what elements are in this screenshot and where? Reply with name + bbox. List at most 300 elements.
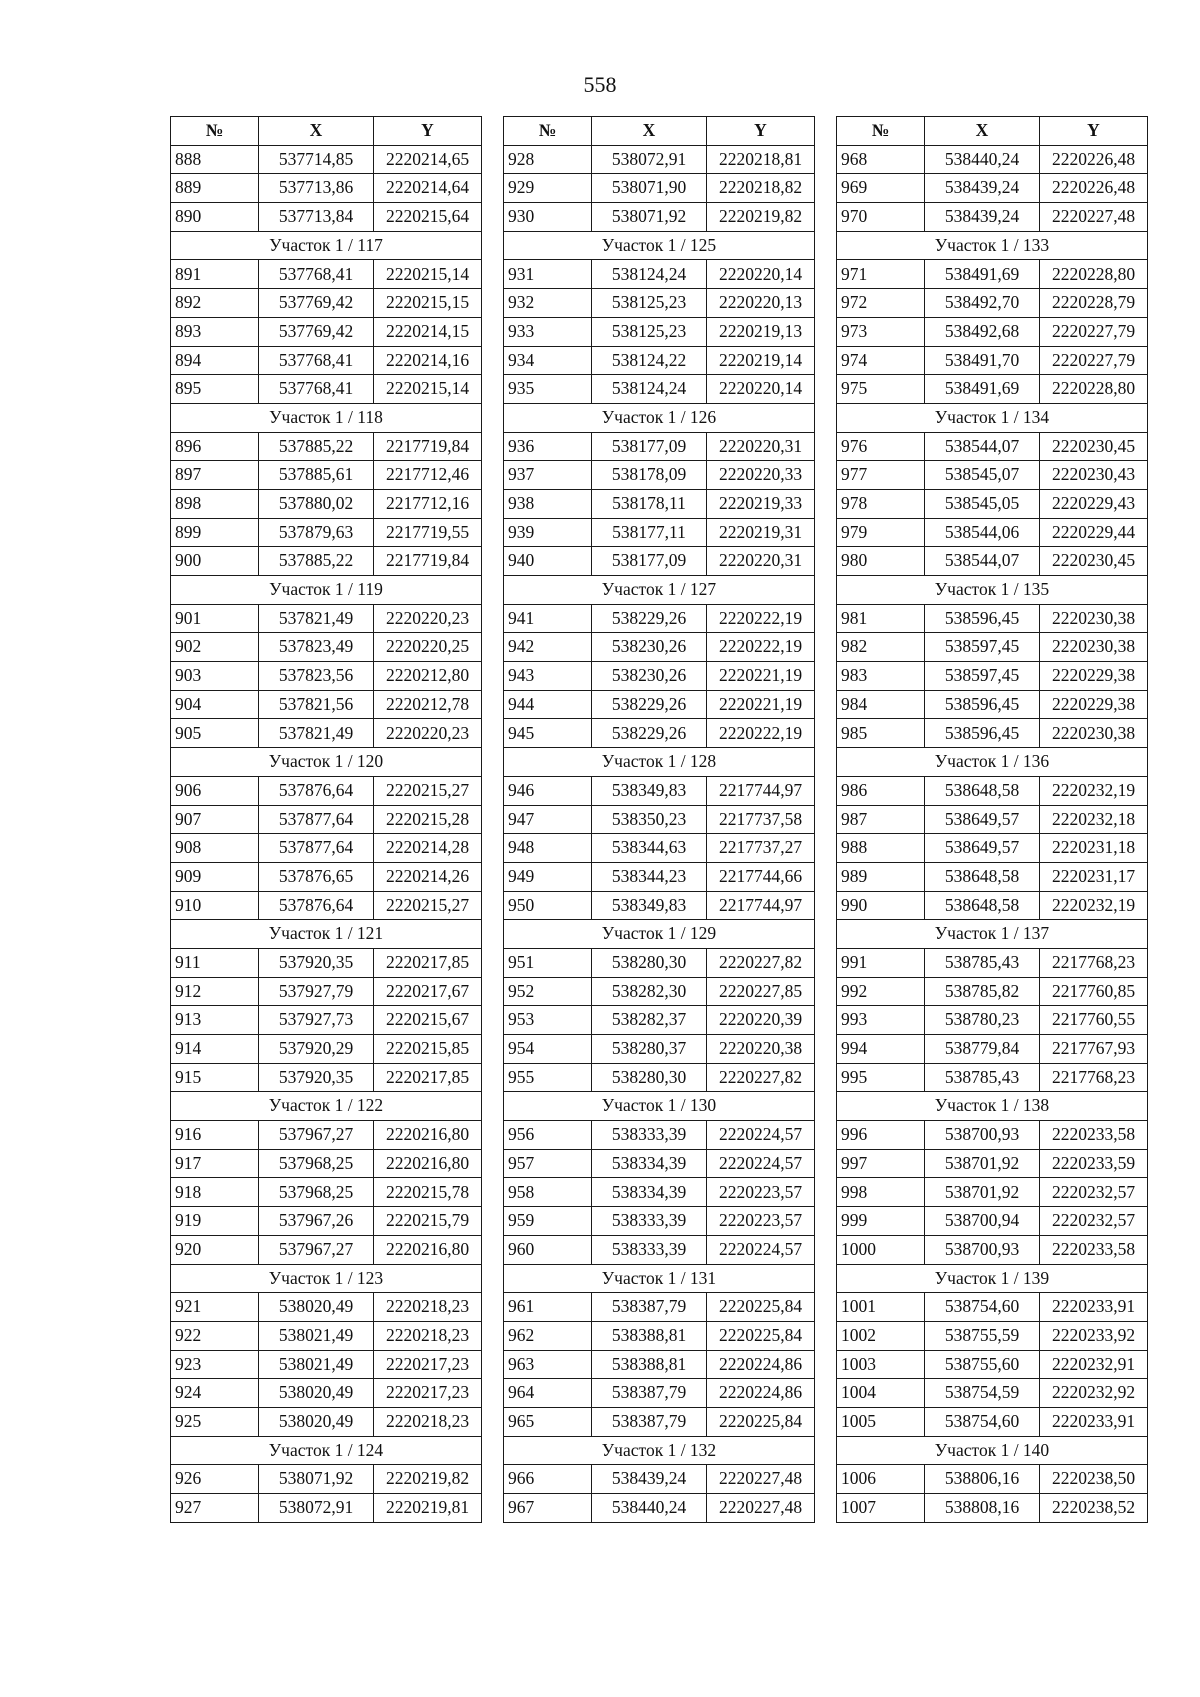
table-row [837,375,1148,404]
y-coordinate-cell: 2220219,82 [707,203,815,232]
point-number-cell: 888 [171,145,259,174]
point-number-cell: 943 [504,662,592,691]
x-coordinate-cell: 538334,39 [592,1178,707,1207]
table-row [171,1321,482,1350]
y-coordinate-cell: 2220217,67 [374,977,482,1006]
table-row [837,203,1148,232]
point-number-cell: 957 [504,1149,592,1178]
y-coordinate-cell: 2220215,64 [374,203,482,232]
table-header [504,117,815,146]
table-row [504,776,815,805]
section-row [504,748,815,777]
x-coordinate-cell: 538071,92 [592,203,707,232]
y-coordinate-cell: 2220219,13 [707,317,815,346]
y-coordinate-cell: 2220231,18 [1040,834,1148,863]
x-coordinate-cell: 537876,64 [259,776,374,805]
table-body [171,145,482,1522]
point-number-cell: 975 [837,375,925,404]
y-coordinate-cell: 2220230,38 [1040,604,1148,633]
point-number-cell: 921 [171,1293,259,1322]
point-number-cell: 961 [504,1293,592,1322]
section-label: Участок 1 / 131 [504,1264,815,1293]
x-coordinate-cell: 538649,57 [925,834,1040,863]
y-coordinate-cell: 2220227,79 [1040,317,1148,346]
x-coordinate-cell: 538282,30 [592,977,707,1006]
table-row [837,1149,1148,1178]
table-row [837,346,1148,375]
x-coordinate-cell: 538544,06 [925,518,1040,547]
x-coordinate-cell: 538387,79 [592,1379,707,1408]
x-coordinate-cell: 538785,82 [925,977,1040,1006]
table-row [837,1063,1148,1092]
point-number-cell: 988 [837,834,925,863]
table-row [837,805,1148,834]
x-coordinate-cell: 537821,56 [259,690,374,719]
x-coordinate-cell: 537821,49 [259,604,374,633]
table-row [171,375,482,404]
table-row [504,977,815,1006]
point-number-cell: 928 [504,145,592,174]
y-coordinate-cell: 2220217,23 [374,1379,482,1408]
point-number-cell: 946 [504,776,592,805]
x-coordinate-cell: 538440,24 [592,1494,707,1523]
table-row [837,1407,1148,1436]
table-row [171,518,482,547]
table-row [504,317,815,346]
x-coordinate-cell: 538779,84 [925,1035,1040,1064]
point-number-cell: 981 [837,604,925,633]
table-row [171,1006,482,1035]
table-row [504,633,815,662]
point-number-cell: 904 [171,690,259,719]
section-label: Участок 1 / 130 [504,1092,815,1121]
x-coordinate-cell: 538700,93 [925,1235,1040,1264]
point-number-cell: 991 [837,948,925,977]
table-row [171,260,482,289]
point-number-cell: 954 [504,1035,592,1064]
point-number-cell: 923 [171,1350,259,1379]
table-row [171,289,482,318]
table-row [504,375,815,404]
section-row [837,1436,1148,1465]
table-row [504,1207,815,1236]
point-number-cell: 992 [837,977,925,1006]
y-coordinate-cell: 2220232,57 [1040,1207,1148,1236]
x-coordinate-cell: 537713,86 [259,174,374,203]
y-coordinate-cell: 2220230,38 [1040,719,1148,748]
table-row [504,1035,815,1064]
point-number-cell: 918 [171,1178,259,1207]
x-coordinate-cell: 538596,45 [925,604,1040,633]
y-coordinate-cell: 2220226,48 [1040,145,1148,174]
table-row [504,1407,815,1436]
point-number-cell: 1003 [837,1350,925,1379]
table-row [171,174,482,203]
y-coordinate-cell: 2220229,44 [1040,518,1148,547]
section-row [504,576,815,605]
y-coordinate-cell: 2220232,91 [1040,1350,1148,1379]
x-coordinate-cell: 538124,22 [592,346,707,375]
y-coordinate-cell: 2220224,57 [707,1149,815,1178]
x-coordinate-cell: 538492,68 [925,317,1040,346]
point-number-cell: 934 [504,346,592,375]
y-coordinate-cell: 2220220,23 [374,604,482,633]
y-coordinate-cell: 2217744,66 [707,862,815,891]
y-coordinate-cell: 2217719,84 [374,547,482,576]
point-number-cell: 971 [837,260,925,289]
point-number-cell: 912 [171,977,259,1006]
y-coordinate-cell: 2217744,97 [707,891,815,920]
point-number-cell: 907 [171,805,259,834]
point-number-cell: 993 [837,1006,925,1035]
y-coordinate-cell: 2220225,84 [707,1293,815,1322]
table-row [504,1235,815,1264]
point-number-cell: 948 [504,834,592,863]
x-coordinate-cell: 538700,93 [925,1121,1040,1150]
x-coordinate-cell: 538387,79 [592,1293,707,1322]
x-coordinate-cell: 537821,49 [259,719,374,748]
section-row [837,1264,1148,1293]
y-coordinate-cell: 2220223,57 [707,1178,815,1207]
table-row [171,662,482,691]
point-number-cell: 1004 [837,1379,925,1408]
table-row [504,805,815,834]
y-coordinate-cell: 2220230,43 [1040,461,1148,490]
table-row [171,1407,482,1436]
point-number-cell: 909 [171,862,259,891]
y-coordinate-cell: 2220232,19 [1040,776,1148,805]
table-row [504,145,815,174]
table-row [504,1293,815,1322]
table-row [837,1178,1148,1207]
point-number-cell: 893 [171,317,259,346]
table-row [504,518,815,547]
point-number-cell: 997 [837,1149,925,1178]
x-coordinate-cell: 538020,49 [259,1379,374,1408]
y-coordinate-cell: 2220215,27 [374,891,482,920]
y-coordinate-cell: 2220232,57 [1040,1178,1148,1207]
table-row [171,317,482,346]
point-number-cell: 942 [504,633,592,662]
table-row [837,633,1148,662]
x-coordinate-cell: 538349,83 [592,776,707,805]
x-coordinate-cell: 538780,23 [925,1006,1040,1035]
point-number-cell: 994 [837,1035,925,1064]
table-row [837,891,1148,920]
section-label: Участок 1 / 126 [504,403,815,432]
section-row [837,403,1148,432]
section-label: Участок 1 / 132 [504,1436,815,1465]
y-coordinate-cell: 2220233,91 [1040,1293,1148,1322]
y-coordinate-cell: 2217768,23 [1040,948,1148,977]
section-row [171,748,482,777]
x-coordinate-cell: 538349,83 [592,891,707,920]
table-row [171,432,482,461]
y-coordinate-cell: 2220218,81 [707,145,815,174]
point-number-cell: 938 [504,489,592,518]
y-coordinate-cell: 2217712,16 [374,489,482,518]
table-row [504,547,815,576]
section-label: Участок 1 / 136 [837,748,1148,777]
y-coordinate-cell: 2217719,55 [374,518,482,547]
table-row [171,489,482,518]
x-coordinate-cell: 538545,05 [925,489,1040,518]
point-number-cell: 947 [504,805,592,834]
table-row [171,1149,482,1178]
section-label: Участок 1 / 122 [171,1092,482,1121]
table-row [171,547,482,576]
y-coordinate-cell: 2217737,27 [707,834,815,863]
point-number-cell: 979 [837,518,925,547]
table-row [504,1178,815,1207]
table-row [171,977,482,1006]
section-label: Участок 1 / 121 [171,920,482,949]
point-number-cell: 924 [171,1379,259,1408]
section-label: Участок 1 / 119 [171,576,482,605]
section-row [171,576,482,605]
x-coordinate-cell: 538333,39 [592,1207,707,1236]
table-row [837,174,1148,203]
y-coordinate-cell: 2220214,65 [374,145,482,174]
y-coordinate-cell: 2220227,48 [1040,203,1148,232]
x-coordinate-cell: 538021,49 [259,1350,374,1379]
y-coordinate-cell: 2220214,26 [374,862,482,891]
table-row [504,461,815,490]
y-coordinate-cell: 2220238,50 [1040,1465,1148,1494]
x-coordinate-cell: 538755,60 [925,1350,1040,1379]
point-number-cell: 927 [171,1494,259,1523]
point-number-cell: 951 [504,948,592,977]
point-number-cell: 919 [171,1207,259,1236]
table-row [504,1494,815,1523]
x-coordinate-cell: 537877,64 [259,834,374,863]
point-number-cell: 896 [171,432,259,461]
table-row [171,805,482,834]
section-label: Участок 1 / 120 [171,748,482,777]
section-row [837,576,1148,605]
x-coordinate-cell: 538440,24 [925,145,1040,174]
point-number-cell: 1007 [837,1494,925,1523]
x-coordinate-cell: 538344,63 [592,834,707,863]
x-coordinate-cell: 538785,43 [925,948,1040,977]
x-coordinate-cell: 537768,41 [259,375,374,404]
y-coordinate-cell: 2220215,78 [374,1178,482,1207]
y-coordinate-cell: 2220220,14 [707,375,815,404]
table-row [837,260,1148,289]
point-number-cell: 974 [837,346,925,375]
point-number-cell: 955 [504,1063,592,1092]
point-number-cell: 969 [837,174,925,203]
section-row [171,1092,482,1121]
table-row [837,1235,1148,1264]
section-row [504,1092,815,1121]
y-coordinate-cell: 2220216,80 [374,1121,482,1150]
y-coordinate-cell: 2220227,85 [707,977,815,1006]
x-coordinate-cell: 538544,07 [925,547,1040,576]
table-row [504,489,815,518]
section-label: Участок 1 / 134 [837,403,1148,432]
section-label: Участок 1 / 118 [171,403,482,432]
y-coordinate-cell: 2217768,23 [1040,1063,1148,1092]
table-row [504,1465,815,1494]
x-coordinate-cell: 537968,25 [259,1178,374,1207]
x-coordinate-cell: 538071,92 [259,1465,374,1494]
x-coordinate-cell: 538280,30 [592,948,707,977]
point-number-cell: 989 [837,862,925,891]
point-number-cell: 911 [171,948,259,977]
point-number-cell: 980 [837,547,925,576]
point-number-cell: 945 [504,719,592,748]
y-coordinate-cell: 2220221,19 [707,690,815,719]
y-coordinate-cell: 2217767,93 [1040,1035,1148,1064]
header-num: № [504,117,592,146]
table-row [171,461,482,490]
table-row [171,690,482,719]
y-coordinate-cell: 2220215,79 [374,1207,482,1236]
x-coordinate-cell: 538124,24 [592,260,707,289]
section-row [504,231,815,260]
section-label: Участок 1 / 117 [171,231,482,260]
x-coordinate-cell: 538280,30 [592,1063,707,1092]
point-number-cell: 932 [504,289,592,318]
y-coordinate-cell: 2220232,18 [1040,805,1148,834]
x-coordinate-cell: 538229,26 [592,604,707,633]
point-number-cell: 958 [504,1178,592,1207]
point-number-cell: 933 [504,317,592,346]
x-coordinate-cell: 537768,41 [259,260,374,289]
x-coordinate-cell: 538755,59 [925,1321,1040,1350]
x-coordinate-cell: 538491,70 [925,346,1040,375]
table-header [837,117,1148,146]
x-coordinate-cell: 537967,27 [259,1235,374,1264]
table-row [171,948,482,977]
point-number-cell: 983 [837,662,925,691]
x-coordinate-cell: 538754,60 [925,1293,1040,1322]
x-coordinate-cell: 538596,45 [925,719,1040,748]
table-row [837,1321,1148,1350]
table-row [504,604,815,633]
x-coordinate-cell: 538597,45 [925,633,1040,662]
x-coordinate-cell: 538701,92 [925,1149,1040,1178]
section-row [504,1264,815,1293]
x-coordinate-cell: 538597,45 [925,662,1040,691]
table-row [837,289,1148,318]
x-coordinate-cell: 537877,64 [259,805,374,834]
table-row [504,289,815,318]
point-number-cell: 987 [837,805,925,834]
y-coordinate-cell: 2220220,25 [374,633,482,662]
y-coordinate-cell: 2220233,91 [1040,1407,1148,1436]
y-coordinate-cell: 2220232,92 [1040,1379,1148,1408]
y-coordinate-cell: 2220215,27 [374,776,482,805]
point-number-cell: 908 [171,834,259,863]
point-number-cell: 1005 [837,1407,925,1436]
table-row [837,1121,1148,1150]
x-coordinate-cell: 538350,23 [592,805,707,834]
table-row [504,1149,815,1178]
x-coordinate-cell: 538492,70 [925,289,1040,318]
table-row [504,1379,815,1408]
y-coordinate-cell: 2220217,85 [374,948,482,977]
point-number-cell: 929 [504,174,592,203]
y-coordinate-cell: 2217744,97 [707,776,815,805]
point-number-cell: 892 [171,289,259,318]
y-coordinate-cell: 2220220,38 [707,1035,815,1064]
x-coordinate-cell: 537920,35 [259,948,374,977]
point-number-cell: 956 [504,1121,592,1150]
table-row [171,145,482,174]
point-number-cell: 970 [837,203,925,232]
section-row [837,231,1148,260]
y-coordinate-cell: 2220220,13 [707,289,815,318]
x-coordinate-cell: 537768,41 [259,346,374,375]
y-coordinate-cell: 2217719,84 [374,432,482,461]
y-coordinate-cell: 2220217,23 [374,1350,482,1379]
table-row [837,489,1148,518]
table-row [171,1494,482,1523]
coordinate-table-left [170,116,482,1523]
point-number-cell: 1000 [837,1235,925,1264]
x-coordinate-cell: 538020,49 [259,1407,374,1436]
x-coordinate-cell: 538282,37 [592,1006,707,1035]
point-number-cell: 906 [171,776,259,805]
y-coordinate-cell: 2220218,23 [374,1407,482,1436]
table-row [837,518,1148,547]
table-body [837,145,1148,1522]
x-coordinate-cell: 538230,26 [592,633,707,662]
y-coordinate-cell: 2220227,48 [707,1465,815,1494]
table-row [171,1293,482,1322]
x-coordinate-cell: 538808,16 [925,1494,1040,1523]
table-row [171,1121,482,1150]
y-coordinate-cell: 2220215,67 [374,1006,482,1035]
y-coordinate-cell: 2220219,81 [374,1494,482,1523]
y-coordinate-cell: 2220215,14 [374,260,482,289]
point-number-cell: 952 [504,977,592,1006]
x-coordinate-cell: 537927,79 [259,977,374,1006]
y-coordinate-cell: 2220225,84 [707,1321,815,1350]
point-number-cell: 963 [504,1350,592,1379]
section-label: Участок 1 / 140 [837,1436,1148,1465]
point-number-cell: 941 [504,604,592,633]
x-coordinate-cell: 537885,22 [259,547,374,576]
y-coordinate-cell: 2220218,82 [707,174,815,203]
y-coordinate-cell: 2220214,28 [374,834,482,863]
y-coordinate-cell: 2220233,59 [1040,1149,1148,1178]
table-header [171,117,482,146]
x-coordinate-cell: 537885,22 [259,432,374,461]
point-number-cell: 916 [171,1121,259,1150]
table-row [171,346,482,375]
table-row [504,346,815,375]
section-label: Участок 1 / 123 [171,1264,482,1293]
y-coordinate-cell: 2220214,15 [374,317,482,346]
y-coordinate-cell: 2220229,43 [1040,489,1148,518]
y-coordinate-cell: 2220216,80 [374,1235,482,1264]
point-number-cell: 900 [171,547,259,576]
section-row [504,920,815,949]
x-coordinate-cell: 537876,65 [259,862,374,891]
x-coordinate-cell: 538439,24 [592,1465,707,1494]
table-row [504,891,815,920]
y-coordinate-cell: 2220228,79 [1040,289,1148,318]
y-coordinate-cell: 2220217,85 [374,1063,482,1092]
point-number-cell: 922 [171,1321,259,1350]
x-coordinate-cell: 538785,43 [925,1063,1040,1092]
x-coordinate-cell: 538388,81 [592,1321,707,1350]
point-number-cell: 985 [837,719,925,748]
point-number-cell: 937 [504,461,592,490]
